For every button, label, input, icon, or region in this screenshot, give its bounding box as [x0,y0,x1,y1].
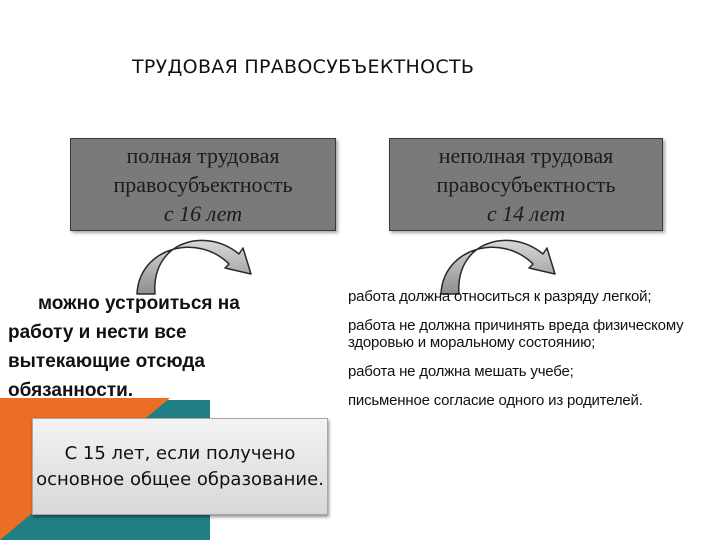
partial-capacity-conditions [348,288,720,421]
condition-item: работа не должна мешать учебе; [348,363,574,380]
partial-capacity-age: с 14 лет [486,201,566,226]
exception-note-text: С 15 лет, если получено основное общее образование. [36,442,324,490]
page-title: ТРУДОВАЯ ПРАВОСУБЪЕКТНОСТЬ [132,56,475,78]
partial-capacity-box [389,138,663,231]
partial-capacity-line2: правосубъектность [436,172,616,197]
condition-item: работа не должна причинять вреда физическому здоровью и моральному состоянию; [348,317,684,351]
condition-item: работа должна относиться к разряду легкой; [348,288,652,305]
curved-arrow-icon [133,238,263,296]
condition-item: письменное согласие одного из родителей. [348,392,643,409]
full-capacity-box [70,138,336,231]
partial-capacity-line1: неполная трудовая [438,143,614,168]
full-capacity-description: можно устроиться на работу и нести все вытекающие отсюда обязанности. [8,293,240,401]
full-capacity-line2: правосубъектность [113,172,293,197]
full-capacity-line1: полная трудовая [126,143,280,168]
full-capacity-age: с 16 лет [163,201,243,226]
exception-note-box [32,418,328,515]
